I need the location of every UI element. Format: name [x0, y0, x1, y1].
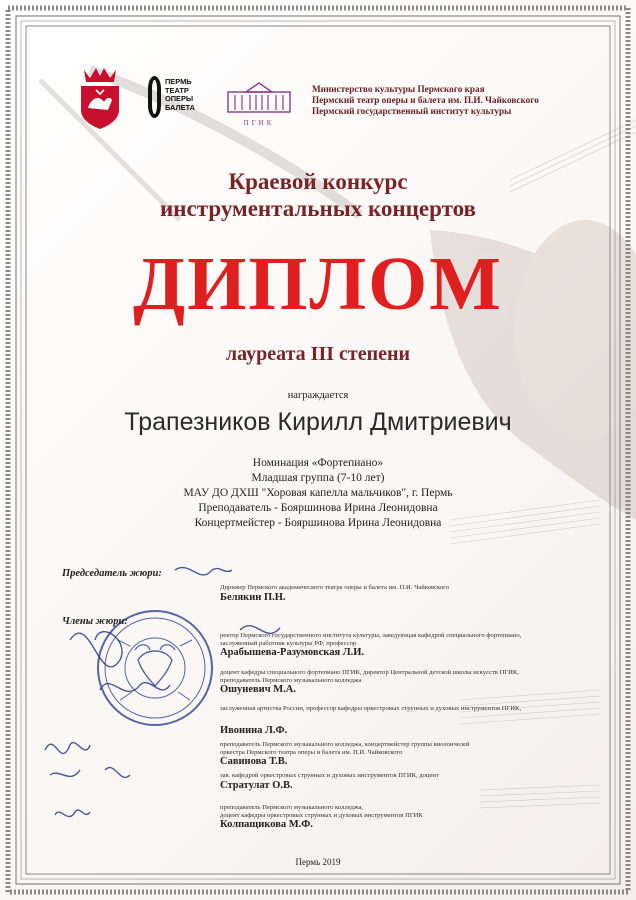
theatre-logo-line: ПЕРМЬ [165, 77, 192, 86]
footer-city-year: Пермь 2019 [295, 857, 341, 867]
info-line: Преподаватель - Бояршинова Ирина Леонидовна [198, 502, 438, 514]
jury-name: Белякин П.Н. [220, 591, 286, 603]
jury-chair [220, 584, 449, 603]
jury-chair-label: Председатель жюри: [62, 568, 162, 579]
jury-name: Арабышева-Разумовская Л.И. [220, 647, 364, 659]
recipient-name: Трапезников Кирилл Дмитриевич [124, 408, 512, 436]
theatre-logo-line: ТЕАТР [165, 85, 189, 95]
jury-members-label: Члены жюри: [62, 616, 128, 627]
jury-member [220, 772, 439, 791]
jury-description: оркестра Пермского театра оперы и балета им. П.И. Чайковского [220, 748, 403, 756]
laureate-degree: лауреата III степени [225, 343, 411, 365]
official-stamp [98, 611, 212, 725]
jury-description: преподаватель Пермского музыкального колледжа, [220, 804, 364, 811]
jury-description: заслуженный работник культуры РФ, профессор [220, 639, 357, 647]
theatre-logo-line: ОПЕРЫ [165, 94, 194, 104]
info-line: МАУ ДО ДХШ "Хоровая капелла мальчиков", г. Пермь [183, 487, 453, 499]
ministry-line: Пермский государственный институт культуры [312, 106, 512, 116]
awarded-label: награждается [287, 390, 349, 401]
jury-member [220, 741, 470, 767]
jury-member [220, 705, 521, 736]
jury-description: доцент кафедры оркестровых струнных и духовых инструментов ПГИК [220, 811, 423, 819]
ministry-line: Пермский театр оперы и балета им. П.И. Чайковского [312, 95, 539, 105]
jury-description: заслуженная артистка России, профессор кафедры оркестровых струнных и духовых инструментов ПГИК, [220, 705, 522, 712]
jury-member [220, 804, 423, 830]
competition-line: Краевой конкурс [228, 169, 408, 194]
jury-member [220, 669, 519, 695]
jury-description: Дирижер Пермского академического театра оперы и балета им. П.И. Чайковского [220, 584, 450, 591]
info-line: Младшая группа (7-10 лет) [251, 472, 385, 484]
jury-name: Стратулат О.В. [220, 779, 293, 791]
jury-member [220, 632, 521, 658]
info-line: Концертмейстер - Бояршинова Ирина Леонидовна [194, 517, 442, 529]
competition-line: инструментальных концертов [160, 196, 476, 221]
theatre-logo-line: БАЛЕТА [165, 102, 195, 112]
jury-name: Ивонина Л.Ф. [220, 724, 288, 736]
jury-name: Колпащикова М.Ф. [220, 819, 313, 831]
diploma-title: ДИПЛОМ [133, 242, 503, 326]
info-line: Номинация «Фортепиано» [252, 457, 384, 469]
jury-name: Ошуневич М.А. [220, 684, 297, 696]
jury-description: ректор Пермского государственного института культуры, заведующая кафедрой специального фортепиано, [220, 632, 522, 639]
jury-description: доцент кафедры специального фортепиано ПГИК, директор Центральной детской школы искусств ПГИК, [220, 669, 519, 676]
jury-name: Савинова Т.В. [220, 756, 288, 768]
jury-description: преподаватель Пермского музыкального колледжа [220, 676, 362, 684]
jury-description: зав. кафедрой оркестровых струнных и духовых инструментов ПГИК, доцент [220, 772, 439, 779]
jury-description: преподаватель Пермского музыкального колледжа, концертмейстер группы виолончелей [220, 741, 470, 748]
institute-logo-text: ПГИК [243, 119, 275, 127]
ministry-line: Министерство культуры Пермского края [312, 84, 485, 94]
